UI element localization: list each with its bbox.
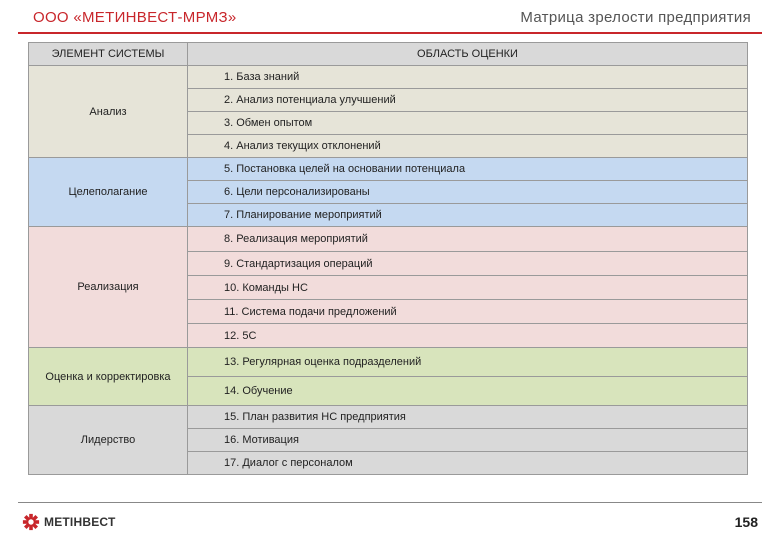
criterion-cell: 3. Обмен опытом [188, 112, 748, 135]
criterion-cell: 4. Анализ текущих отклонений [188, 135, 748, 158]
column-header-element: ЭЛЕМЕНТ СИСТЕМЫ [29, 43, 188, 66]
criterion-cell: 14. Обучение [188, 377, 748, 406]
maturity-matrix-table [28, 42, 748, 475]
criterion-cell: 16. Мотивация [188, 429, 748, 452]
footer-divider [18, 502, 762, 503]
group-cell-assessment: Оценка и корректировка [29, 348, 188, 406]
logo-text: МЕТІНВЕСТ [44, 515, 116, 529]
table-row [29, 406, 748, 429]
table-header-row [29, 43, 748, 66]
criterion-cell: 17. Диалог с персоналом [188, 452, 748, 475]
criterion-cell: 9. Стандартизация операций [188, 252, 748, 276]
criterion-cell: 2. Анализ потенциала улучшений [188, 89, 748, 112]
column-header-area: ОБЛАСТЬ ОЦЕНКИ [188, 43, 748, 66]
table-row [29, 227, 748, 252]
metinvest-logo-icon [22, 513, 40, 531]
group-cell-analysis: Анализ [29, 66, 188, 158]
criterion-cell: 12. 5С [188, 324, 748, 348]
group-cell-implementation: Реализация [29, 227, 188, 348]
criterion-cell: 11. Система подачи предложений [188, 300, 748, 324]
criterion-cell: 13. Регулярная оценка подразделений [188, 348, 748, 377]
table-row [29, 66, 748, 89]
criterion-cell: 8. Реализация мероприятий [188, 227, 748, 252]
criterion-cell: 6. Цели персонализированы [188, 181, 748, 204]
table-row [29, 158, 748, 181]
group-cell-leadership: Лидерство [29, 406, 188, 475]
criterion-cell: 10. Команды НС [188, 276, 748, 300]
criterion-cell: 1. База знаний [188, 66, 748, 89]
page-title: Матрица зрелости предприятия [520, 9, 751, 26]
criterion-cell: 7. Планирование мероприятий [188, 204, 748, 227]
page-number: 158 [734, 514, 758, 530]
table-row [29, 348, 748, 377]
metinvest-logo [22, 512, 116, 532]
header-divider [18, 32, 762, 34]
company-name: ООО «МЕТИНВЕСТ-МРМЗ» [33, 9, 237, 26]
criterion-cell: 5. Постановка целей на основании потенциала [188, 158, 748, 181]
criterion-cell: 15. План развития НС предприятия [188, 406, 748, 429]
group-cell-goal-setting: Целеполагание [29, 158, 188, 227]
